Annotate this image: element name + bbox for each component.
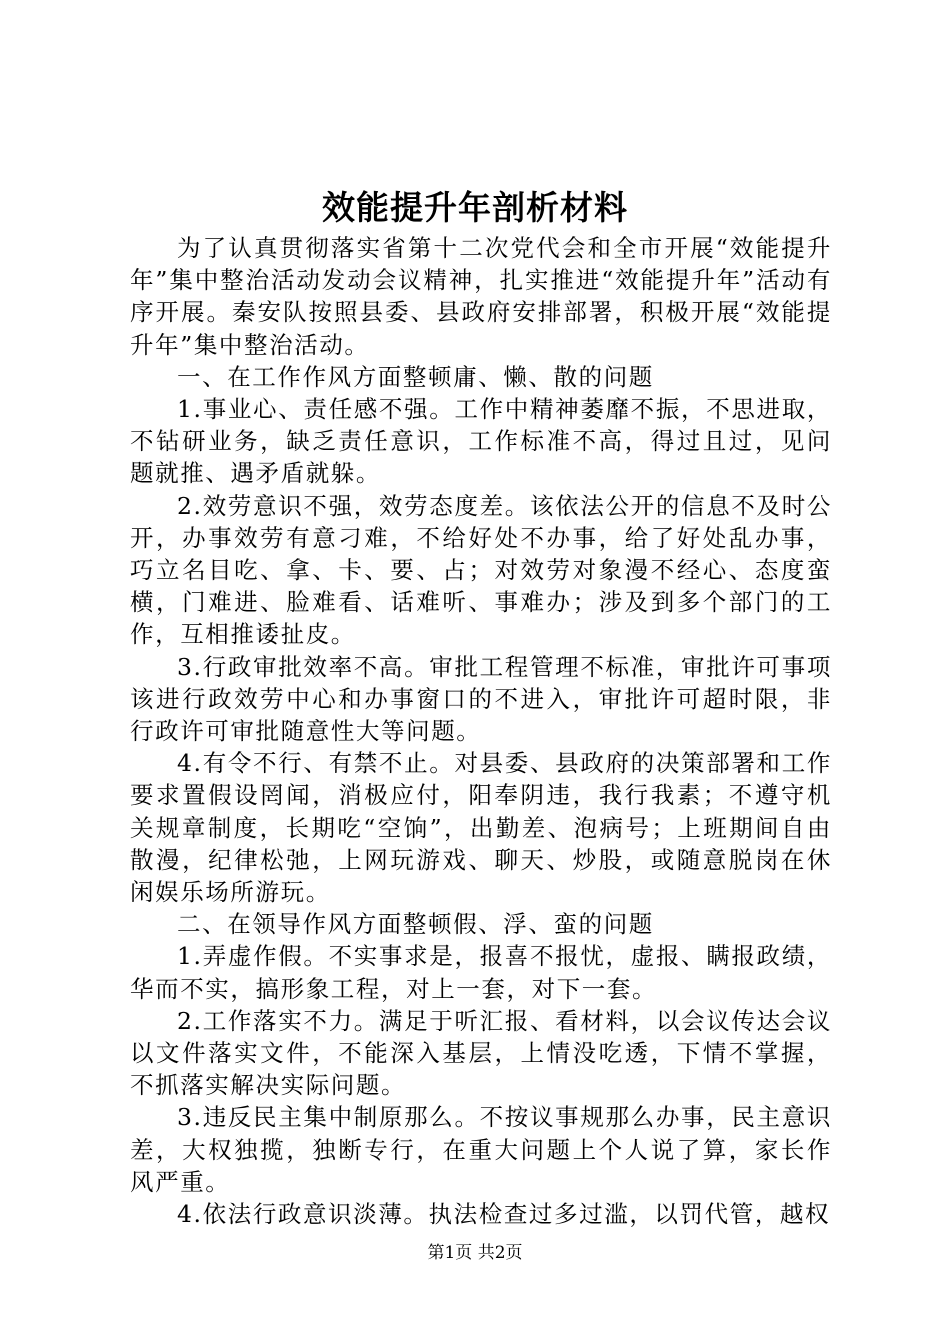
document-body (130, 232, 832, 1230)
paragraph-2-3: 3.违反民主集中制原那么。不按议事规那么办事，民主意识差，大权独揽，独断专行，在重大问题上个人说了算，家长作风严重。 (130, 1103, 832, 1196)
section-heading-1: 一、在工作作风方面整顿庸、懒、散的问题 (177, 362, 654, 391)
paragraph-1-4: 4.有令不行、有禁不止。对县委、县政府的决策部署和工作要求置假设罔闻，消极应付，阳奉阴违，我行我素；不遵守机关规章制度，长期吃“空饷”，出勤差、泡病号；上班期间自由散漫，纪律松弛，上网玩游戏、聊天、炒股，或随意脱岗在休闲娱乐场所游玩。 (130, 749, 832, 907)
paragraph-2-1: 1.弄虚作假。不实事求是，报喜不报忧，虚报、瞒报政绩，华而不实，搞形象工程，对上一套，对下一套。 (130, 942, 832, 1003)
paragraph-1-2: 2.效劳意识不强，效劳态度差。该依法公开的信息不及时公开，办事效劳有意刁难，不给好处不办事，给了好处乱办事，巧立名目吃、拿、卡、要、占；对效劳对象漫不经心、态度蛮横，门难进、脸难看、话难听、事难办；涉及到多个部门的工作，互相推诿扯皮。 (130, 491, 832, 649)
paragraph-1-1: 1.事业心、责任感不强。工作中精神萎靡不振，不思进取，不钻研业务，缺乏责任意识，工作标准不高，得过且过，见问题就推、遇矛盾就躲。 (130, 395, 832, 488)
paragraph-1-3: 3.行政审批效率不高。审批工程管理不标准，审批许可事项该进行政效劳中心和办事窗口的不进入，审批许可超时限，非行政许可审批随意性大等问题。 (130, 652, 832, 746)
document-title: 效能提升年剖析材料 (322, 188, 628, 227)
paragraph-2-2: 2.工作落实不力。满足于听汇报、看材料，以会议传达会议以文件落实文件，不能深入基层，上情没吃透，下情不掌握，不抓落实解决实际问题。 (130, 1006, 832, 1100)
paragraph-intro: 为了认真贯彻落实省第十二次党代会和全市开展“效能提升年”集中整治活动发动会议精神，扎实推进“效能提升年”活动有序开展。秦安队按照县委、县政府安排部署，积极开展“效能提升年”集中整治活动。 (130, 234, 832, 359)
section-heading-2: 二、在领导作风方面整顿假、浮、蛮的问题 (177, 910, 654, 939)
page-footer: 第1页 共2页 (427, 1243, 523, 1263)
paragraph-2-4: 4.依法行政意识淡薄。执法检查过多过滥，以罚代管，越权 (177, 1200, 831, 1229)
